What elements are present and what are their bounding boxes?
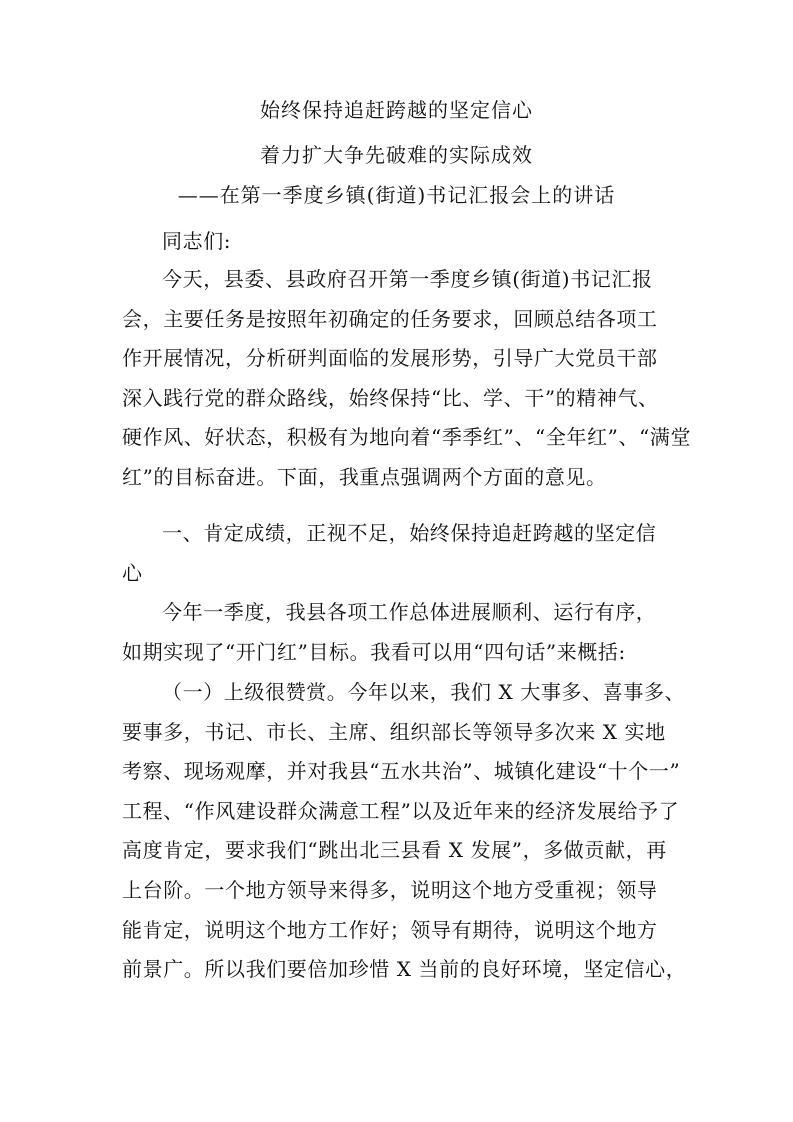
item-1-paragraph bbox=[122, 673, 687, 990]
intro-line: 作开展情况，分析研判面临的发展形势，引导广大党员干部 bbox=[122, 346, 658, 371]
greeting-paragraph bbox=[122, 222, 682, 262]
heading-line: 一、肯定成绩，正视不足，始终保持追赶跨越的坚定信 bbox=[162, 521, 657, 545]
item-1-line: 上台阶。一个地方领导来得多，说明这个地方受重视；领导 bbox=[122, 877, 658, 902]
intro-line: 红”的目标奋进。下面，我重点强调两个方面的意见。 bbox=[122, 464, 607, 489]
intro-line: 硬作风、好状态，积极有为地向着“季季红”、“全年红”、“满堂 bbox=[122, 425, 692, 450]
intro-line: 深入践行党的群众路线，始终保持“比、学、干”的精神气、 bbox=[122, 385, 659, 410]
summary-line: 如期实现了“开门红”目标。我看可以用“四句话”来概括: bbox=[122, 639, 626, 664]
title-line-2: 着力扩大争先破难的实际成效 bbox=[260, 143, 533, 167]
summary-paragraph bbox=[122, 593, 682, 672]
item-1-line: 高度肯定，要求我们“跳出北三县看 X 发展”，多做贡献，再 bbox=[122, 838, 667, 863]
intro-paragraph bbox=[122, 260, 692, 498]
intro-line: 会，主要任务是按照年初确定的任务要求，回顾总结各项工 bbox=[122, 306, 658, 331]
item-1-line: 要事多，书记、市长、主席、组织部长等领导多次来 X 实地 bbox=[122, 719, 666, 744]
item-1-line: 前景广。所以我们要倍加珍惜 X 当前的良好环境，坚定信心， bbox=[122, 957, 687, 982]
title-line-1: 始终保持追赶跨越的坚定信心 bbox=[260, 98, 533, 122]
summary-line: 今年一季度，我县各项工作总体进展顺利、运行有序， bbox=[162, 600, 657, 624]
item-1-line: 工程、“作风建设群众满意工程”以及近年来的经济发展给予了 bbox=[122, 798, 680, 823]
item-1-line: 能肯定，说明这个地方工作好；领导有期待，说明这个地方 bbox=[122, 917, 658, 942]
intro-line: 今天，县委、县政府召开第一季度乡镇(街道)书记汇报 bbox=[162, 267, 653, 291]
subtitle-line: ——在第一季度乡镇(街道)书记汇报会上的讲话 bbox=[177, 183, 616, 207]
heading-line: 心 bbox=[122, 560, 143, 585]
item-1-line: （一）上级很赞赏。今年以来，我们 X 大事多、喜事多、 bbox=[162, 680, 686, 704]
section-heading-1 bbox=[122, 514, 682, 593]
greeting-text: 同志们: bbox=[162, 229, 232, 253]
item-1-line: 考察、现场观摩，并对我县“五水共治”、城镇化建设“十个一” bbox=[122, 759, 681, 784]
